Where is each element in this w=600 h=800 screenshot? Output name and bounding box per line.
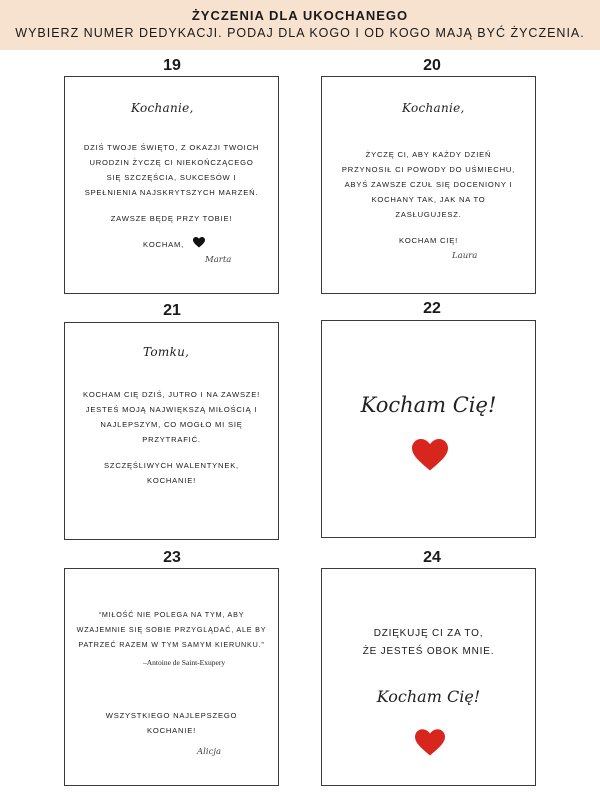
- dedication-card-21[interactable]: [64, 322, 279, 540]
- card-closing: KOCHAM CIĘ!: [398, 236, 458, 245]
- card-body-line: SIĘ SZCZĘŚCIA, SUKCESÓW I: [106, 173, 237, 182]
- card-greeting: Kochanie,: [402, 101, 465, 115]
- card-body-line: ŻE JESTEŚ OBOK MNIE.: [362, 646, 495, 657]
- card-greeting: Tomku,: [143, 345, 190, 359]
- header-banner: [0, 0, 600, 50]
- card-quote-line: PATRZEĆ RAZEM W TYM SAMYM KIERUNKU.”: [78, 640, 265, 649]
- card-signature: Laura: [452, 251, 478, 261]
- dedication-card-20[interactable]: [321, 76, 536, 294]
- card-quote-line: “MIŁOŚĆ NIE POLEGA NA TYM, ABY: [98, 610, 245, 619]
- card-body-line: ŻYCZĘ CI, ABY KAŻDY DZIEŃ: [365, 150, 492, 159]
- card-closing-line: SZCZĘŚLIWYCH WALENTYNEK,: [104, 461, 239, 470]
- card-body-line: DZIŚ TWOJE ŚWIĘTO, Z OKAZJI TWOICH: [83, 143, 260, 152]
- card-body-line: SPEŁNIENIA NAJSKRYTSZYCH MARZEŃ.: [84, 188, 259, 197]
- card-quote-author: –Antoine de Saint-Exupery: [143, 658, 226, 667]
- card-body-line: KOCHAM CIĘ DZIŚ, JUTRO I NA ZAWSZE!: [82, 390, 261, 399]
- page-instructions: WYBIERZ NUMER DEDYKACJI. PODAJ DLA KOGO I OD KOGO MAJĄ BYĆ ŻYCZENIA.: [15, 26, 585, 40]
- dedication-card-22[interactable]: [321, 320, 536, 538]
- card-closing-line: KOCHANIE!: [147, 476, 196, 485]
- option-number-19: 19: [163, 57, 181, 74]
- card-body-line: PRZYNOSIŁ CI POWODY DO UŚMIECHU,: [341, 165, 516, 174]
- card-greeting: Kochanie,: [131, 101, 194, 115]
- card-signature: Alicja: [197, 747, 222, 757]
- option-number-22: 22: [423, 300, 441, 317]
- card-closing: KOCHAM,: [142, 240, 185, 249]
- heart-icon: [193, 237, 205, 248]
- card-body-line: PRZYTRAFIĆ.: [142, 435, 201, 444]
- card-script-text: Kocham Cię!: [360, 393, 497, 417]
- dedication-card-23[interactable]: [64, 568, 279, 786]
- option-number-20: 20: [423, 57, 441, 74]
- card-body-line: ZASŁUGUJESZ.: [395, 210, 462, 219]
- card-body-line: NAJLEPSZYM, CO MOGŁO MI SIĘ: [100, 420, 243, 429]
- heart-icon: [412, 439, 448, 472]
- card-body-line: JESTEŚ MOJĄ NAJWIĘKSZĄ MIŁOŚCIĄ I: [85, 405, 258, 414]
- card-line: ZAWSZE BĘDĘ PRZY TOBIE!: [110, 214, 233, 223]
- option-number-21: 21: [163, 302, 181, 319]
- card-body-line: KOCHANY TAK, JAK NA TO: [371, 195, 486, 204]
- card-quote-line: WZAJEMNIE SIĘ SOBIE PRZYGLĄDAĆ, ALE BY: [76, 625, 267, 634]
- card-closing-line: KOCHANIE!: [147, 726, 196, 735]
- dedication-card-24[interactable]: [321, 568, 536, 786]
- card-signature: Marta: [205, 255, 232, 265]
- heart-icon: [415, 729, 445, 757]
- page-title: ŻYCZENIA DLA UKOCHANEGO: [191, 8, 409, 23]
- card-body-line: ABYŚ ZAWSZE CZUŁ SIĘ DOCENIONY I: [344, 180, 513, 189]
- option-number-23: 23: [163, 549, 181, 566]
- card-body-line: DZIĘKUJĘ CI ZA TO,: [373, 628, 484, 639]
- option-number-24: 24: [423, 549, 441, 566]
- card-script-text: Kocham Cię!: [376, 687, 481, 706]
- card-closing-line: WSZYSTKIEGO NAJLEPSZEGO: [105, 711, 238, 720]
- dedication-card-19[interactable]: [64, 76, 279, 294]
- card-body-line: URODZIN ŻYCZĘ CI NIEKOŃCZĄCEGO: [89, 158, 254, 167]
